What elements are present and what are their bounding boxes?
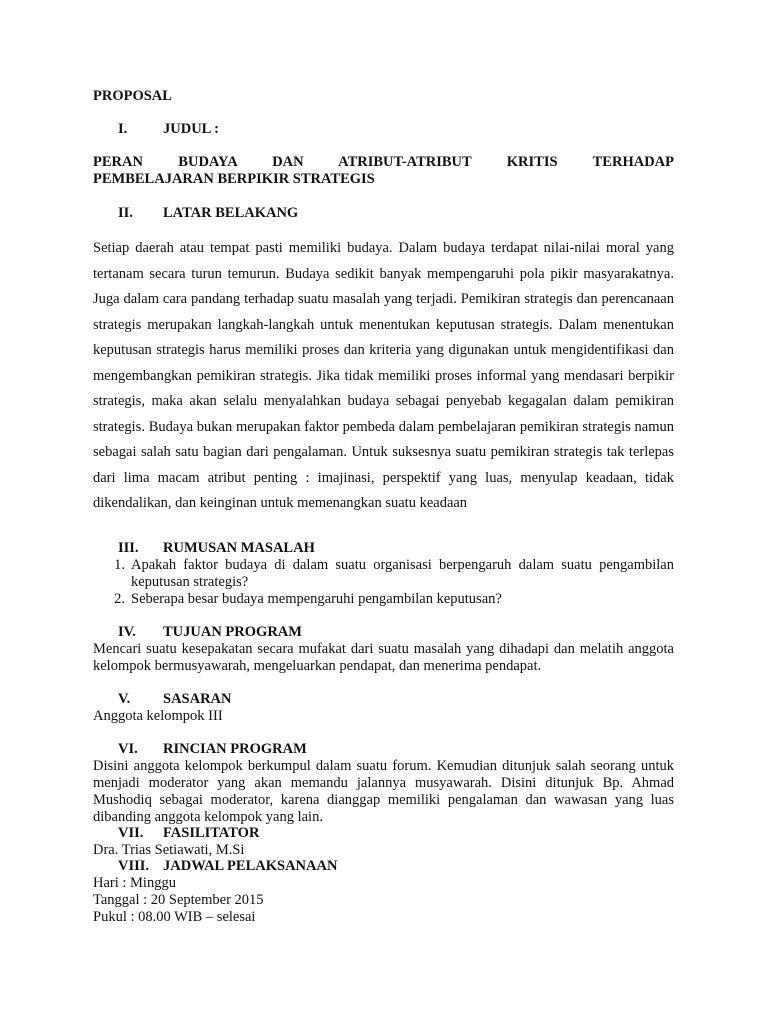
- section-heading-sasaran: [93, 691, 232, 708]
- section-number: V.: [118, 691, 131, 707]
- latar-belakang-paragraph: Setiap daerah atau tempat pasti memiliki budaya. Dalam budaya terdapat nilai-nilai moral yang tertanam secara turun temurun. Budaya sedikit banyak mempengaruhi pola pikir masyarakatnya. Juga dalam cara pandang terhadap suatu masalah yang terjadi. Pemikiran strategis dan perencanaan strategis merupakan langkah-langkah untuk menentukan keputusan strategis. Dalam menentukan keputusan strategis harus memiliki proses dan kriteria yang digunakan untuk mengidentifikasi dan mengembangkan pemikiran strategis. Jika tidak memiliki proses informal yang mendasari berpikir strategis, maka akan selalu menyalahkan budaya sebagai penyebab kegagalan dalam pemikiran strategis. Budaya bukan merupakan faktor pembeda dalam pembelajaran pemikiran strategis namun sebagai salah satu bagian dari pengalaman. Untuk suksesnya suatu pemikiran strategis tak terlepas dari lima macam atribut penting : imajinasi, perspektif yang luas, menyulap keadaan, tidak dikendalikan, dan keinginan untuk memenangkan suatu keadaan: [93, 240, 674, 511]
- section-number: VII.: [118, 825, 144, 841]
- jadwal-pukul: Pukul : 08.00 WIB – selesai: [93, 909, 256, 925]
- section-label: TUJUAN PROGRAM: [163, 624, 302, 640]
- section-heading-rincian: [93, 741, 307, 758]
- section-number: VI.: [118, 741, 138, 757]
- section-label: FASILITATOR: [163, 825, 260, 841]
- jadwal-hari: Hari : Minggu: [93, 875, 176, 891]
- section-label: RUMUSAN MASALAH: [163, 540, 315, 556]
- section-number: I.: [118, 121, 128, 137]
- section-label: LATAR BELAKANG: [163, 205, 299, 221]
- proposal-title-line-1: PERAN BUDAYA DAN ATRIBUT-ATRIBUT KRITIS TERHADAP: [93, 154, 674, 170]
- section-number: III.: [118, 540, 139, 556]
- proposal-title-line-2: PEMBELAJARAN BERPIKIR STRATEGIS: [93, 171, 375, 187]
- section-heading-judul: [93, 121, 219, 138]
- sasaran-text: Anggota kelompok III: [93, 708, 223, 724]
- rumusan-list: [93, 557, 674, 608]
- section-label: JUDUL :: [163, 121, 219, 137]
- jadwal-tanggal: Tanggal : 20 September 2015: [93, 892, 264, 908]
- fasilitator-text: Dra. Trias Setiawati, M.Si: [93, 842, 245, 858]
- section-heading-jadwal: [93, 858, 337, 875]
- section-number: IV.: [118, 624, 136, 640]
- tujuan-paragraph: Mencari suatu kesepakatan secara mufakat dari suatu masalah yang dihadapi dan melatih anggota kelompok bermusyawarah, mengeluarkan pendapat, dan menerima pendapat.: [93, 641, 674, 674]
- section-number: II.: [118, 205, 133, 221]
- rincian-paragraph: Disini anggota kelompok berkumpul dalam suatu forum. Kemudian ditunjuk salah seorang untuk menjadi moderator yang akan memandu jalannya musyawarah. Disini ditunjuk Bp. Ahmad Mushodiq sebagai moderator, karena dianggap memiliki pengalaman dan wawasan yang luas dibanding anggota kelompok yang lain.: [93, 758, 674, 825]
- list-item: 1. Apakah faktor budaya di dalam suatu organisasi berpengaruh dalam suatu pengambilan keputusan strategis?: [114, 557, 674, 590]
- section-label: SASARAN: [163, 691, 232, 707]
- section-label: JADWAL PELAKSANAAN: [163, 858, 338, 874]
- section-heading-fasilitator: [93, 825, 259, 842]
- section-heading-rumusan: [93, 540, 315, 557]
- section-number: VIII.: [118, 858, 150, 874]
- section-heading-latar: [93, 205, 298, 222]
- doc-title: PROPOSAL: [93, 88, 172, 104]
- list-item: 2. Seberapa besar budaya mempengaruhi pengambilan keputusan?: [114, 591, 502, 607]
- section-label: RINCIAN PROGRAM: [163, 741, 307, 757]
- section-heading-tujuan: [93, 624, 302, 641]
